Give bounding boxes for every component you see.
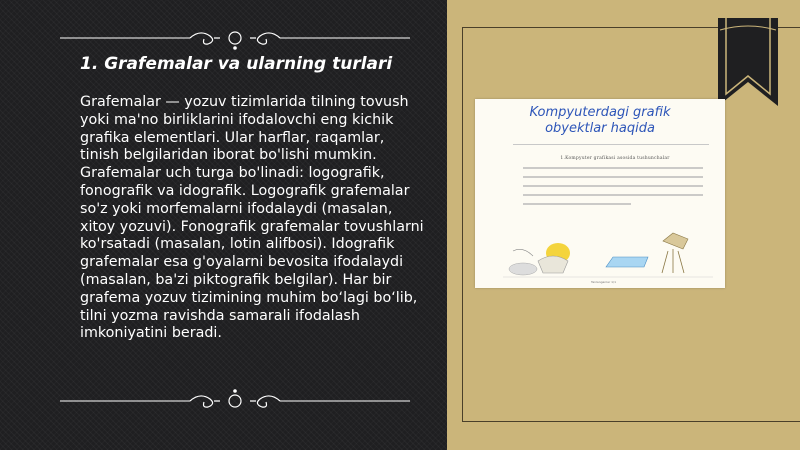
- bottom-flourish-ornament: [60, 389, 410, 413]
- thumbnail-title-line2: obyektlar haqida: [545, 121, 655, 136]
- thumbnail-title: [475, 105, 725, 137]
- thumbnail-footer: Tanlanganlar 1/1: [591, 280, 616, 284]
- slide-body-text: Grafemalar — yozuv tizimlarida tilning tovush yoki ma'no birliklarini ifodalovchi eng kichik grafika elementlari. Ular harflar, raqamlar, tinish belgilaridan iborat bo'lishi mumkin. Grafemalar uch turga bo'linadi: logografik, fonografik va idografik. Logografik grafemalar so'z yoki morfemalarni ifodalaydi (masalan, xitoy yozuvi). Fonografik grafemalar tovushlarni ko'rsatadi (masalan, lotin alifbosi). Idografik grafemalar esa g'oyalarni bevosita ifodalaydi (masalan, ba'zi piktografik belgilar). Har bir grafema yozuv tizimining muhim bo‘lagi bo‘lib, tilni yozma ravishda samarali ifodalash imkoniyatini beradi.: [80, 94, 424, 342]
- thumbnail-text-lines: [523, 167, 703, 212]
- bookmark-ribbon-icon: [718, 18, 778, 108]
- thumbnail-subtitle: 1.Kompyuter grafikasi asosida tushunchalar: [560, 156, 670, 161]
- computer-clipart-icon: [503, 221, 713, 281]
- slide-thumbnail-image: [475, 99, 725, 288]
- thumbnail-divider: [513, 144, 709, 145]
- slide-title: 1. Grafemalar va ularning turlari: [80, 54, 393, 74]
- thumbnail-title-line1: Kompyuterdagi grafik: [529, 105, 671, 120]
- top-flourish-ornament: [60, 26, 410, 50]
